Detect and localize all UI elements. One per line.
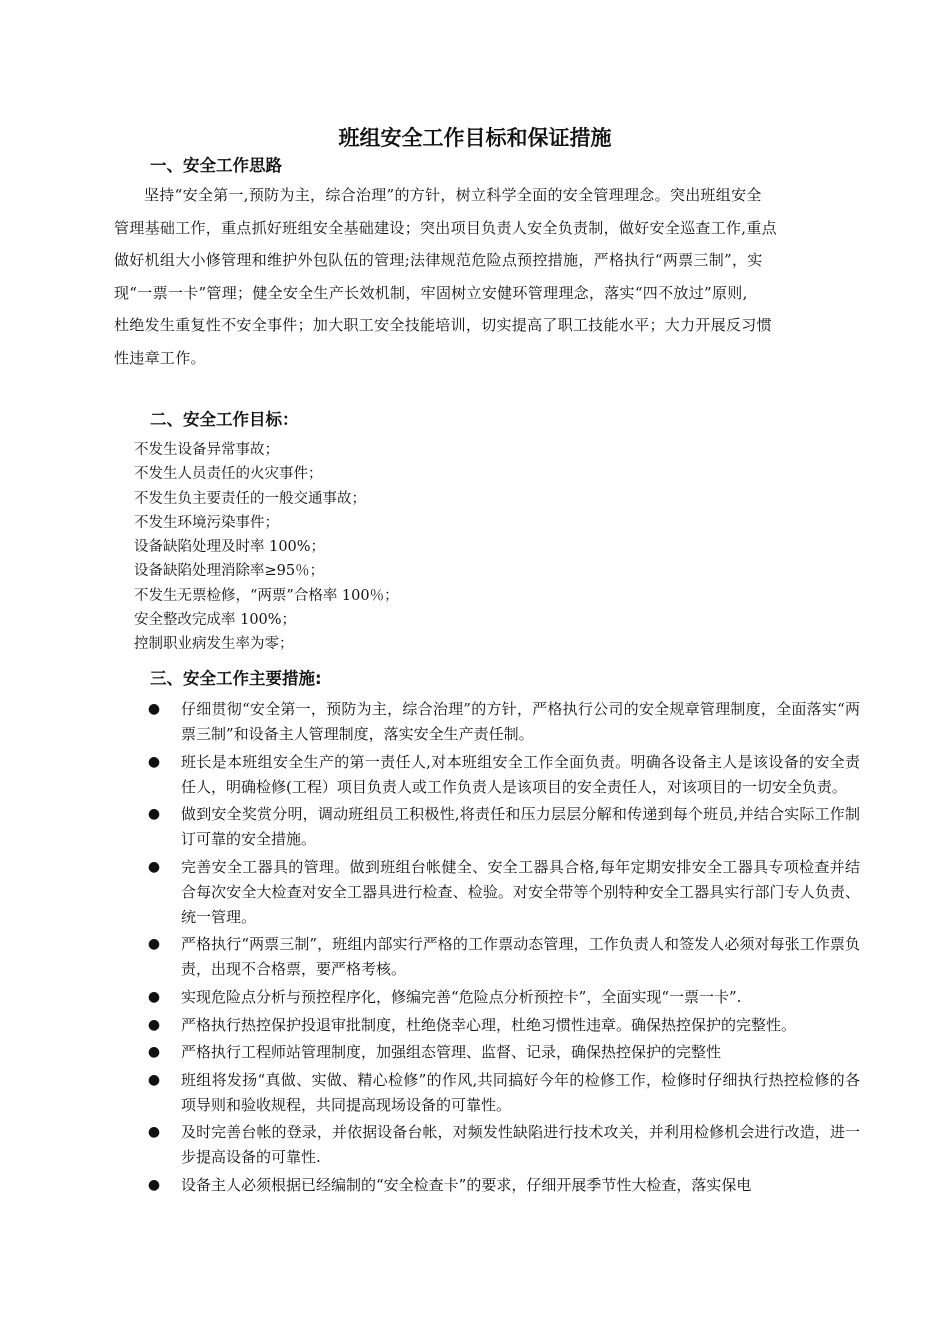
measure-item: ● 班组将发扬“真做、实做、精心检修”的作风,共同搞好今年的检修工作，检修时仔细执行热控检修的各项导则和验收规程，共同提高现场设备的可靠性。: [145, 1068, 860, 1118]
bullet-icon: ●: [147, 858, 161, 875]
ideas-line: 杜绝发生重复性不安全事件；加大职工安全技能培训，切实提高了职工技能水平；大力开展反习惯: [114, 316, 772, 334]
goal-item: 安全整改完成率 100%；: [134, 612, 297, 629]
goal-item: 不发生设备异常事故；: [134, 442, 279, 458]
ideas-paragraph: [114, 179, 850, 374]
ideas-line: 坚持“安全第一,预防为主，综合治理”的方针，树立科学全面的安全管理理念。突出班组安全: [144, 186, 762, 204]
measure-item: ● 严格执行“两票三制”，班组内部实行严格的工作票动态管理，工作负责人和签发人必须对每张工作票负责，出现不合格票，要严格考核。: [145, 932, 860, 982]
measure-item: ● 仔细贯彻“安全第一，预防为主，综合治理”的方针，严格执行公司的安全规章管理制度，全面落实“两票三制”和设备主人管理制度，落实安全生产责任制。: [145, 697, 860, 747]
bullet-icon: ●: [147, 753, 161, 770]
goal-item: 不发生负主要责任的一般交通事故；: [134, 490, 366, 507]
ideas-line: 性违章工作。: [114, 348, 206, 367]
goal-item: 不发生无票检修，“两票”合格率 100％；: [134, 587, 399, 604]
bullet-icon: ●: [147, 1176, 161, 1193]
bullet-icon: ●: [147, 988, 161, 1005]
goal-item: 不发生环境污染事件；: [134, 514, 279, 531]
measure-item: ● 严格执行工程师站管理制度，加强组态管理、监督、记录，确保热控保护的完整性: [145, 1040, 860, 1065]
goal-item: 设备缺陷处理消除率≥95％；: [134, 563, 325, 580]
measure-item: ● 班长是本班组安全生产的第一责任人,对本班组安全工作全面负责。明确各设备主人是该设备的安全责任人，明确检修(工程）项目负责人或工作负责人是该项目的安全责任人，对该项目的一切安全负责。: [145, 750, 860, 800]
ideas-line: 现“一票一卡”管理；健全安全生产长效机制，牢固树立安健环管理理念，落实“四不放过”原则,: [114, 283, 748, 302]
measure-item: ● 完善安全工器具的管理。做到班组台帐健全、安全工器具合格,每年定期安排安全工器具专项检查并结合每次安全大检查对安全工器具进行检查、检验。对安全带等个别特种安全工器具实行部门专人负责、统一管理。: [145, 855, 860, 930]
bullet-icon: ●: [147, 701, 161, 717]
ideas-line: 管理基础工作，重点抓好班组安全基础建设；突出项目负责人安全负责制，做好安全巡查工作,重点: [114, 218, 777, 237]
section-heading-goals: 二、安全工作目标：: [150, 410, 299, 429]
bullet-icon: ●: [147, 806, 161, 823]
goal-item: 设备缺陷处理及时率 100%；: [134, 539, 326, 556]
measure-item: ● 严格执行热控保护投退审批制度，杜绝侥幸心理，杜绝习惯性违章。确保热控保护的完整性。: [145, 1013, 860, 1038]
section-heading-measures: 三、安全工作主要措施:: [150, 669, 322, 688]
measure-item: ● 做到安全奖赏分明，调动班组员工积极性,将责任和压力层层分解和传递到每个班员,并结合实际工作制订可靠的安全措施。: [145, 802, 860, 852]
document-title: 班组安全工作目标和保证措施: [338, 126, 612, 150]
bullet-icon: ●: [147, 1044, 161, 1061]
bullet-icon: ●: [147, 1071, 161, 1088]
measure-item: ● 及时完善台帐的登录，并依据设备台帐，对频发性缺陷进行技术攻关，并利用检修机会进行改造，进一步提高设备的可靠性.: [145, 1120, 860, 1170]
ideas-line: 做好机组大小修管理和维护外包队伍的管理;法律规范危险点预控措施，严格执行“两票三制”，实: [114, 251, 763, 269]
bullet-icon: ●: [147, 1124, 161, 1141]
bullet-icon: ●: [147, 1016, 161, 1033]
measure-item: ● 实现危险点分析与预控程序化，修编完善“危险点分析预控卡”，全面实现“一票一卡”.: [145, 985, 860, 1010]
measures-list: [145, 697, 860, 1201]
bullet-icon: ●: [147, 936, 161, 953]
measure-item: ● 设备主人必须根据已经编制的“安全检查卡”的要求，仔细开展季节性大检查，落实保电: [145, 1173, 860, 1198]
goal-item: 不发生人员责任的火灾事件；: [134, 466, 323, 483]
section-heading-ideas: 一、安全工作思路: [150, 156, 282, 175]
goals-list: [134, 438, 399, 657]
goal-item: 控制职业病发生率为零；: [134, 636, 294, 653]
